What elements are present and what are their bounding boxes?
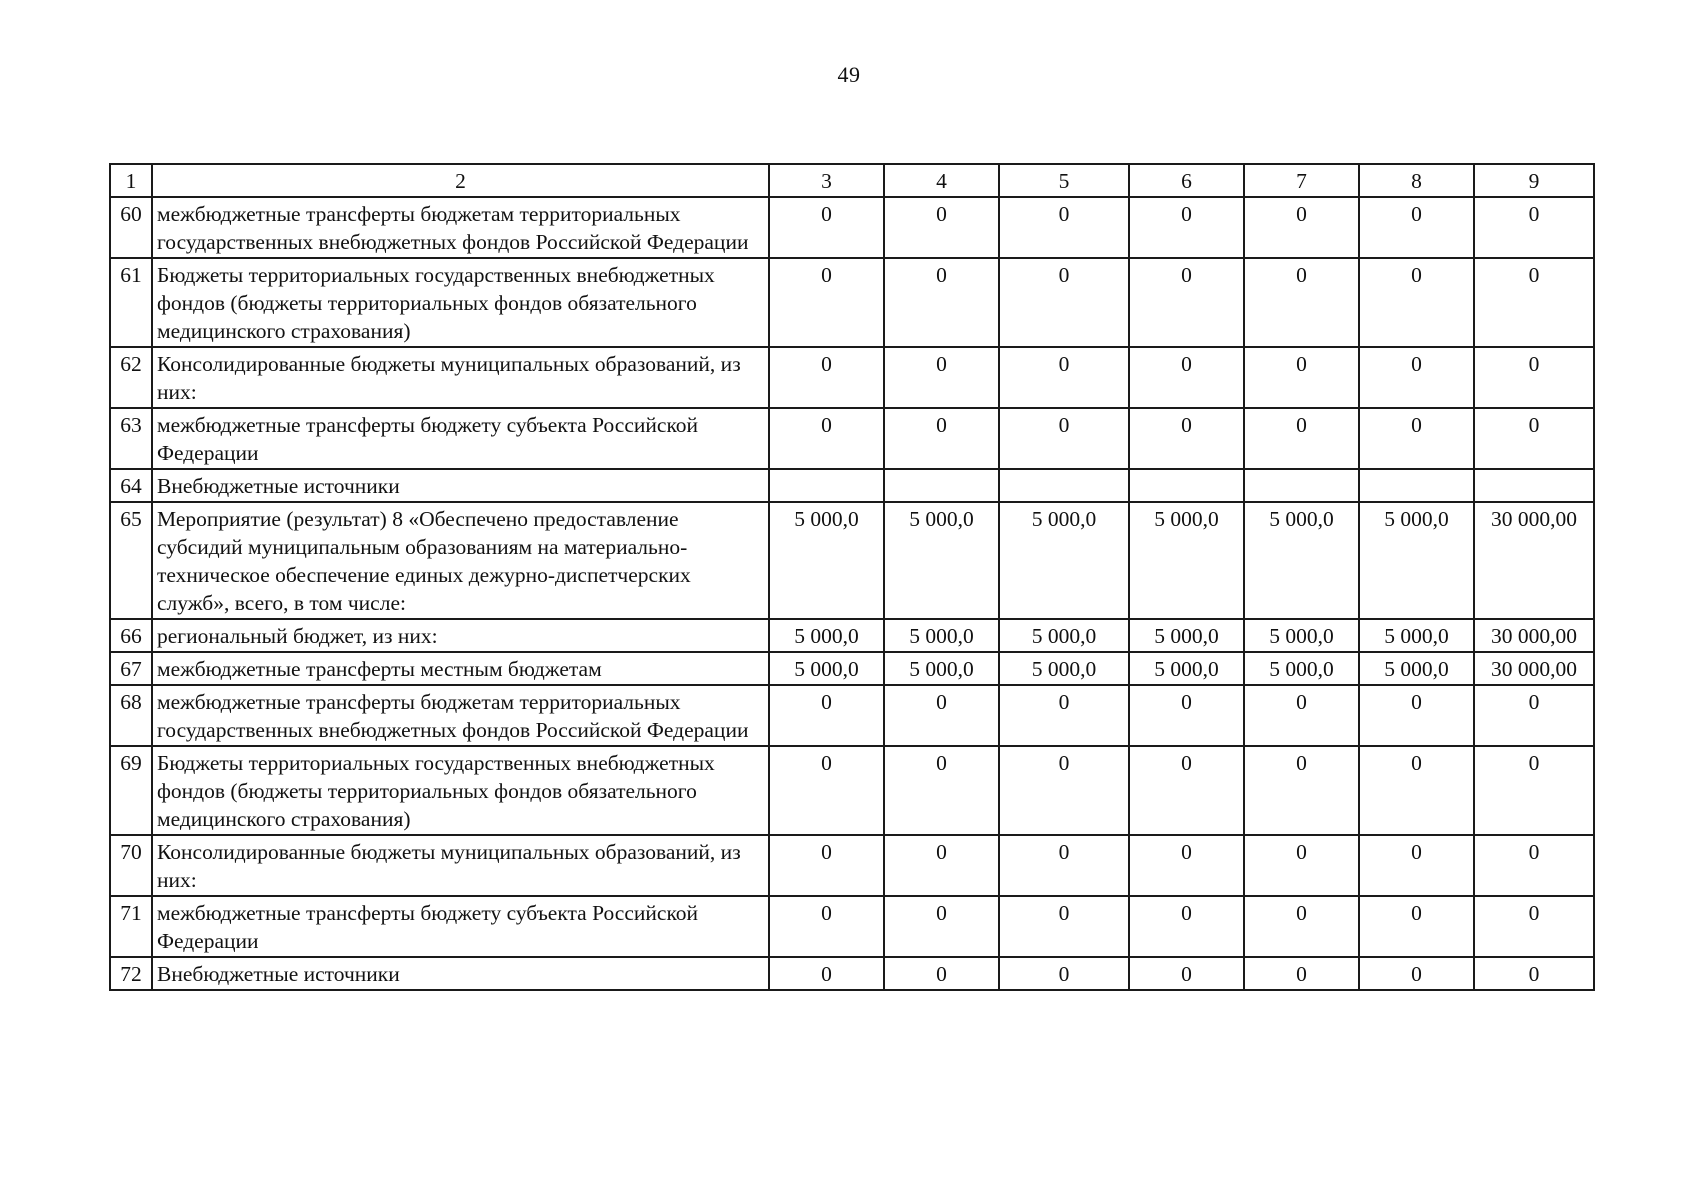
value-cell-col-9: 0 [1474,685,1594,746]
value-cell-col-4: 0 [884,835,999,896]
column-header-7: 7 [1244,164,1359,197]
row-description: Консолидированные бюджеты муниципальных образований, из них: [152,347,769,408]
table-row [110,896,1594,957]
value-cell-col-3: 0 [769,408,884,469]
value-cell-col-7: 0 [1244,347,1359,408]
value-cell-col-6: 0 [1129,408,1244,469]
value-cell-col-3: 0 [769,347,884,408]
row-number: 72 [110,957,152,990]
value-cell-col-4: 0 [884,957,999,990]
value-cell-col-4: 5 000,0 [884,652,999,685]
table-row [110,685,1594,746]
row-description: Внебюджетные источники [152,957,769,990]
value-cell-col-7: 5 000,0 [1244,652,1359,685]
row-description: Бюджеты территориальных государственных внебюджетных фондов (бюджеты территориальных фондов обязательного медицинского страхования) [152,258,769,347]
value-cell-col-7: 5 000,0 [1244,619,1359,652]
value-cell-col-6: 0 [1129,896,1244,957]
value-cell-col-8: 5 000,0 [1359,502,1474,619]
column-header-9: 9 [1474,164,1594,197]
value-cell-col-6: 0 [1129,685,1244,746]
value-cell-col-7: 0 [1244,896,1359,957]
value-cell-col-5: 0 [999,957,1129,990]
value-cell-col-6: 5 000,0 [1129,619,1244,652]
row-number: 61 [110,258,152,347]
row-description: межбюджетные трансферты бюджетам территориальных государственных внебюджетных фондов Российской Федерации [152,197,769,258]
row-description: межбюджетные трансферты бюджетам территориальных государственных внебюджетных фондов Российской Федерации [152,685,769,746]
value-cell-col-5: 5 000,0 [999,652,1129,685]
value-cell-col-4: 0 [884,258,999,347]
value-cell-col-9: 0 [1474,408,1594,469]
value-cell-col-3: 0 [769,746,884,835]
value-cell-col-9: 0 [1474,957,1594,990]
value-cell-col-4: 5 000,0 [884,502,999,619]
value-cell-col-8: 0 [1359,347,1474,408]
value-cell-col-3: 5 000,0 [769,502,884,619]
value-cell-col-9: 30 000,00 [1474,652,1594,685]
row-number: 63 [110,408,152,469]
row-description: Бюджеты территориальных государственных внебюджетных фондов (бюджеты территориальных фондов обязательного медицинского страхования) [152,746,769,835]
table-row [110,469,1594,502]
value-cell-col-5: 0 [999,896,1129,957]
table-body [110,164,1594,990]
value-cell-col-6: 5 000,0 [1129,502,1244,619]
row-number: 68 [110,685,152,746]
value-cell-col-4: 0 [884,197,999,258]
table-row [110,197,1594,258]
value-cell-col-6: 0 [1129,258,1244,347]
row-number: 70 [110,835,152,896]
value-cell-col-6: 0 [1129,746,1244,835]
value-cell-col-3: 5 000,0 [769,652,884,685]
value-cell-col-8: 0 [1359,685,1474,746]
row-number: 64 [110,469,152,502]
value-cell-col-4: 0 [884,896,999,957]
table-row [110,258,1594,347]
row-number: 60 [110,197,152,258]
value-cell-col-8: 0 [1359,408,1474,469]
row-description: межбюджетные трансферты бюджету субъекта Российской Федерации [152,896,769,957]
value-cell-col-4 [884,469,999,502]
table-row [110,835,1594,896]
table-header-row [110,164,1594,197]
row-number: 69 [110,746,152,835]
value-cell-col-6: 0 [1129,835,1244,896]
value-cell-col-7: 0 [1244,746,1359,835]
value-cell-col-9: 0 [1474,746,1594,835]
table-row [110,746,1594,835]
value-cell-col-8: 0 [1359,957,1474,990]
value-cell-col-7 [1244,469,1359,502]
value-cell-col-3: 0 [769,197,884,258]
value-cell-col-8: 0 [1359,835,1474,896]
column-header-2: 2 [152,164,769,197]
value-cell-col-3: 0 [769,896,884,957]
value-cell-col-5: 0 [999,408,1129,469]
value-cell-col-5: 0 [999,685,1129,746]
row-number: 71 [110,896,152,957]
column-header-5: 5 [999,164,1129,197]
value-cell-col-9: 30 000,00 [1474,619,1594,652]
row-description: межбюджетные трансферты местным бюджетам [152,652,769,685]
row-description: региональный бюджет, из них: [152,619,769,652]
value-cell-col-6: 0 [1129,197,1244,258]
value-cell-col-7: 0 [1244,685,1359,746]
value-cell-col-5: 0 [999,258,1129,347]
row-description: Консолидированные бюджеты муниципальных образований, из них: [152,835,769,896]
row-description: Мероприятие (результат) 8 «Обеспечено предоставление субсидий муниципальным образованиям на материально-техническое обеспечение единых дежурно-диспетчерских служб», всего, в том числе: [152,502,769,619]
value-cell-col-8: 5 000,0 [1359,619,1474,652]
value-cell-col-8: 0 [1359,896,1474,957]
value-cell-col-6 [1129,469,1244,502]
row-number: 67 [110,652,152,685]
value-cell-col-4: 0 [884,746,999,835]
value-cell-col-6: 0 [1129,347,1244,408]
value-cell-col-9: 0 [1474,835,1594,896]
value-cell-col-5: 0 [999,197,1129,258]
value-cell-col-5: 5 000,0 [999,619,1129,652]
value-cell-col-5: 0 [999,347,1129,408]
value-cell-col-4: 0 [884,685,999,746]
value-cell-col-9: 0 [1474,896,1594,957]
value-cell-col-4: 5 000,0 [884,619,999,652]
value-cell-col-3: 0 [769,835,884,896]
column-header-8: 8 [1359,164,1474,197]
row-number: 66 [110,619,152,652]
table-row [110,957,1594,990]
value-cell-col-9: 30 000,00 [1474,502,1594,619]
value-cell-col-5: 0 [999,835,1129,896]
value-cell-col-3: 0 [769,685,884,746]
value-cell-col-8: 0 [1359,746,1474,835]
value-cell-col-7: 0 [1244,197,1359,258]
value-cell-col-6: 0 [1129,957,1244,990]
table-row [110,502,1594,619]
value-cell-col-9: 0 [1474,258,1594,347]
value-cell-col-7: 0 [1244,957,1359,990]
value-cell-col-8: 0 [1359,197,1474,258]
value-cell-col-5 [999,469,1129,502]
column-header-3: 3 [769,164,884,197]
value-cell-col-8: 5 000,0 [1359,652,1474,685]
column-header-1: 1 [110,164,152,197]
table-row [110,652,1594,685]
value-cell-col-4: 0 [884,408,999,469]
value-cell-col-9: 0 [1474,347,1594,408]
value-cell-col-7: 0 [1244,258,1359,347]
value-cell-col-9: 0 [1474,197,1594,258]
table-row [110,408,1594,469]
value-cell-col-7: 5 000,0 [1244,502,1359,619]
page-number: 49 [837,62,861,87]
value-cell-col-3: 0 [769,258,884,347]
value-cell-col-8: 0 [1359,258,1474,347]
budget-table [109,163,1595,991]
value-cell-col-8 [1359,469,1474,502]
table-row [110,347,1594,408]
value-cell-col-6: 5 000,0 [1129,652,1244,685]
value-cell-col-3 [769,469,884,502]
row-description: межбюджетные трансферты бюджету субъекта Российской Федерации [152,408,769,469]
column-header-4: 4 [884,164,999,197]
row-description: Внебюджетные источники [152,469,769,502]
row-number: 65 [110,502,152,619]
value-cell-col-5: 5 000,0 [999,502,1129,619]
value-cell-col-3: 5 000,0 [769,619,884,652]
value-cell-col-9 [1474,469,1594,502]
row-number: 62 [110,347,152,408]
value-cell-col-4: 0 [884,347,999,408]
value-cell-col-3: 0 [769,957,884,990]
table-row [110,619,1594,652]
value-cell-col-7: 0 [1244,835,1359,896]
column-header-6: 6 [1129,164,1244,197]
value-cell-col-5: 0 [999,746,1129,835]
value-cell-col-7: 0 [1244,408,1359,469]
